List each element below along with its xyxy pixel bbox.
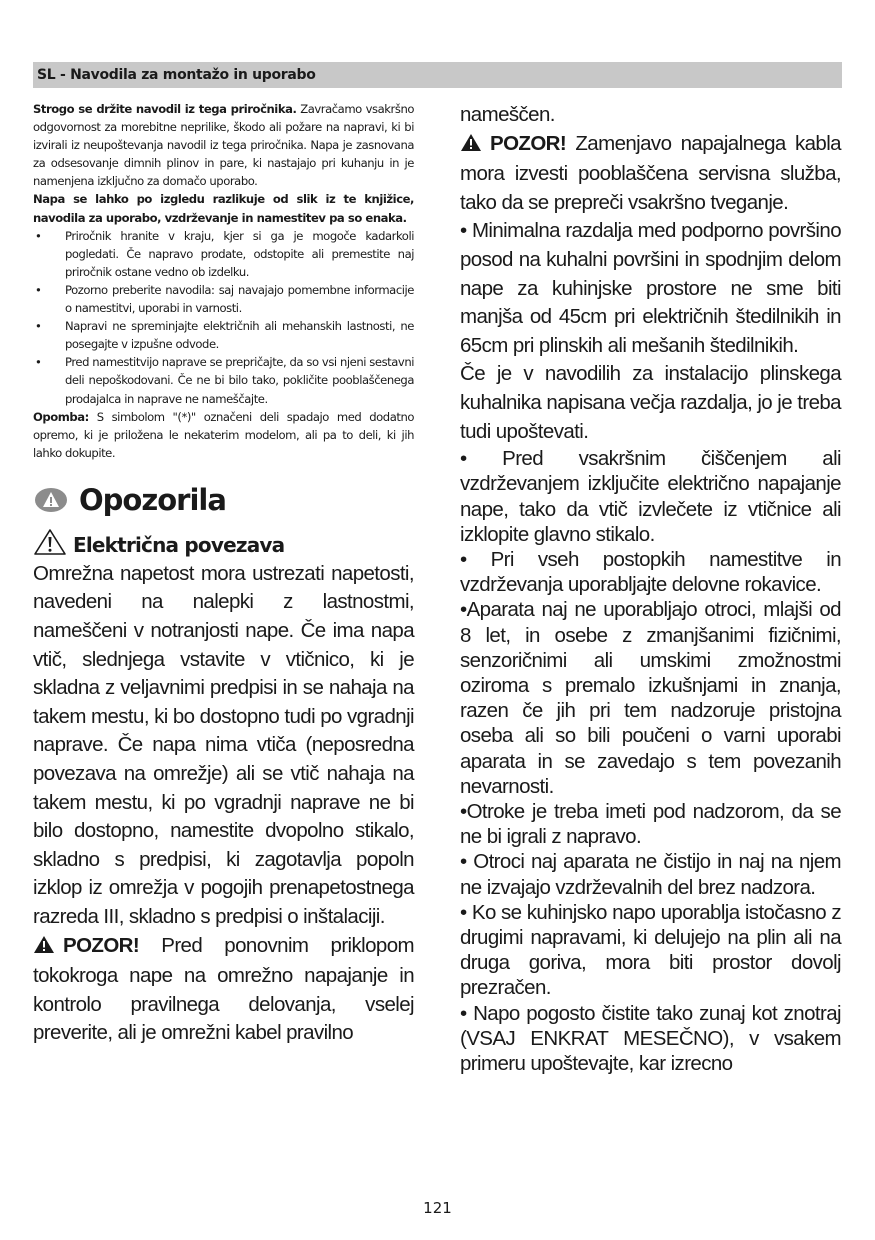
pozor-label: POZOR!	[63, 933, 140, 957]
pozor-paragraph-1	[33, 932, 414, 1048]
intro-bullet-list	[33, 227, 414, 408]
note-paragraph	[33, 408, 414, 462]
pozor-label: POZOR!	[490, 131, 567, 155]
section-header	[33, 62, 842, 88]
intro-bold-lead: Strogo se držite navodil iz tega priročnika.	[33, 102, 297, 116]
supervision-paragraph: •Otroke je treba imeti pod nadzorom, da se ne bi igrali z napravo.	[460, 799, 841, 849]
page-number: 121	[423, 1199, 452, 1217]
distance-paragraph: • Minimalna razdalja med podporno površino posod na kuhalni površini in spodnjim delom nape za kuhinjske prostore ne sme biti manjša od 45cm pri električnih štedilnikih in 65cm pri plinskih ali mešanih štedilnikih.	[460, 219, 841, 357]
intro-paragraph	[33, 100, 414, 190]
note-text: S simbolom "(*)" označeni deli spadajo med dodatno opremo, ki je priložena le nekaterim modelom, ali pa to deli, ki jih lahko dokupite.	[33, 409, 414, 460]
intro-text: Zavračamo vsakršno odgovornost za morebitne neprilike, škodo ali požare na napravi, ki bi izvirali iz neupoštevanja navodil iz tega priročnika. Napa je zasnovana za odsesovanje dimnih plinov in pare, ki nastajajo pri kuhanju in je namenjena izključno za domačo uporabo.	[33, 102, 415, 189]
warning-triangle-icon	[33, 934, 55, 963]
children-cleaning-paragraph: • Otroci naj aparata ne čistijo in naj na njem ne izvajajo vzdrževalnih del brez nadzora.	[460, 850, 841, 899]
section-header-title: SL - Navodila za montažo in uporabo	[37, 67, 316, 83]
pozor-text: Pred ponovnim priklopom tokokroga nape na omrežno napajanje in kontrolo pravilnega delovanja, vselej preverite, ali je omrežni kabel pravilno	[33, 933, 414, 1045]
warnings-heading	[33, 480, 414, 520]
gas-distance-paragraph: Če je v navodilih za instalacijo plinskega kuhalnika napisana večja razdalja, jo je treba tudi upoštevati.	[460, 362, 841, 443]
intro-notice-text: Napa se lahko po izgledu razlikuje od slik iz te knjižice, navodila za uporabo, vzdrževanje in namestitev pa so enaka.	[33, 192, 414, 225]
warning-triangle-outline-icon	[33, 528, 67, 561]
pozor-paragraph-2	[460, 130, 841, 218]
cleaning-frequency-paragraph: • Napo pogosto čistite tako zunaj kot znotraj (VSAJ ENKRAT MESEČNO), v vsakem primeru upoštevajte, kar izrecno	[460, 1001, 841, 1075]
warning-circle-icon	[35, 488, 67, 512]
list-item: • Pred namestitvijo naprave se prepričajte, da so vsi njeni sestavni deli nepoškodovani. Če ne bi bilo tako, pokličite pooblaščenega prodajalca in naprave ne nameščajte.	[35, 355, 414, 406]
continued-text: nameščen.	[460, 103, 555, 126]
gloves-paragraph: • Pri vseh postopkih namestitve in vzdrževanja uporabljajte delovne rokavice.	[460, 547, 841, 597]
warning-triangle-icon	[460, 132, 482, 161]
left-column	[33, 100, 414, 1048]
bullet-glyph: •	[35, 319, 42, 334]
electric-paragraph: Omrežna napetost mora ustrezati napetosti, navedeni na nalepki z lastnostmi, nameščeni v notranjosti nape. Če ima napa vtič, slednjega vstavite v vtičnico, ki je skladna z veljavnimi predpisi in se nahaja na takem mestu, ki bo dostopno tudi po vgradnji naprave. Če napa nima vtiča (neposredna povezava na omrežje) ali se vtič nahaja na takem mestu, ki po vgradnji naprave ne bi bilo dostopno, namestite dvopolno stikalo, skladno s predpisi, ki zagotavlja popoln izklop iz omrežja v pogojih prenapetostnega razreda III, skladno s predpisi o inštalaciji.	[33, 561, 414, 928]
list-item: • Pozorno preberite navodila: saj navajajo pomembne informacije o namestitvi, uporabi in varnosti.	[35, 282, 414, 316]
cleaning-power-paragraph: • Pred vsakršnim čiščenjem ali vzdrževanjem izključite električno napajanje nape, tako da vtič izvlečete iz vtičnice ali izklopite glavno stikalo.	[460, 447, 841, 546]
bullet-glyph: •	[35, 282, 42, 297]
children-paragraph: •Aparata naj ne uporabljajo otroci, mlajši od 8 let, in osebe z zmanjšanimi fizičnimi, senzoričnimi ali umskimi zmožnostmi oziroma s premalo izkušnjami in znanja, razen če jih pri tem nadzoruje pristojna oseba ali so bili poučeni o varni uporabi aparata in se zavedajo s tem povezanih nevarnosti.	[460, 598, 841, 798]
pozor-text: Zamenjavo napajalnega kabla mora izvesti pooblaščena servisna služba, tako da se prepreči vsakršno tveganje.	[460, 131, 841, 214]
right-column	[460, 101, 841, 1076]
warnings-title: Opozorila	[79, 482, 226, 517]
electric-title: Električna povezava	[73, 532, 285, 557]
ventilation-paragraph: • Ko se kuhinjsko napo uporablja istočasno z drugimi napravami, ki delujejo na plin ali na druga goriva, mora biti prostor dovolj prezračen.	[460, 900, 841, 1000]
note-label: Opomba:	[33, 409, 89, 424]
electric-heading	[33, 530, 414, 560]
bullet-glyph: •	[35, 355, 42, 370]
list-item: • Priročnik hranite v kraju, kjer si ga je mogoče kadarkoli pogledati. Če napravo prodate, odstopite ali premestite naj priročnik ostane vedno ob izdelku.	[35, 228, 414, 279]
bullet-glyph: •	[35, 228, 42, 243]
intro-notice	[33, 190, 414, 226]
list-item: • Napravi ne spreminjajte električnih ali mehanskih lastnosti, ne posegajte v izpušne odvode.	[35, 319, 414, 352]
